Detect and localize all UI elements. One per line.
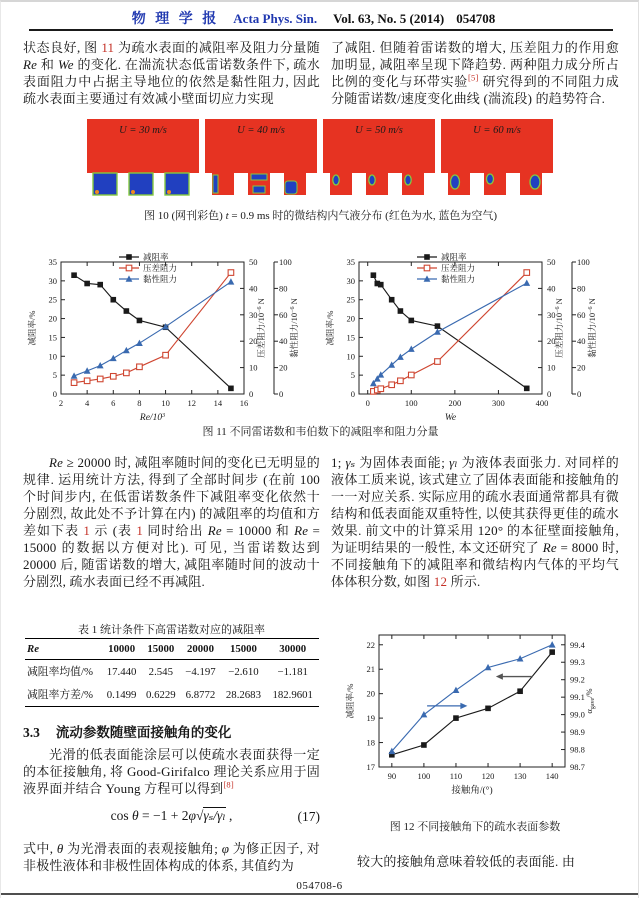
svg-text:10: 10 — [161, 398, 170, 408]
table-cell: 0.1499 — [106, 688, 137, 701]
fig10-panel — [441, 119, 553, 197]
figure11-caption: 图 11 不同雷诺数和韦伯数下的减阻率和阻力分量 — [202, 426, 439, 438]
text-segment: Re — [542, 540, 557, 555]
svg-text:21: 21 — [366, 664, 375, 675]
svg-text:0: 0 — [547, 389, 552, 399]
table-header-cell: Re — [27, 643, 39, 655]
text-segment: Re — [23, 57, 38, 72]
paragraph-left-mid — [23, 454, 320, 590]
table-cell: 182.9601 — [272, 688, 313, 701]
text-segment: 为固体表面能; — [355, 455, 450, 470]
svg-text:18: 18 — [366, 737, 375, 748]
svg-text:12: 12 — [187, 398, 196, 408]
figure11-chart-re — [24, 250, 321, 441]
paragraph-right-bottom — [331, 853, 619, 870]
figure11-chart-we — [322, 250, 619, 441]
svg-text:19: 19 — [366, 713, 375, 724]
text-segment: 1 — [83, 523, 91, 538]
text-segment: 为疏水表面的减阻率及阻力分量随 — [114, 40, 320, 55]
svg-text:17: 17 — [366, 762, 375, 772]
text-segment: γₗ — [449, 455, 458, 470]
svg-text:130: 130 — [513, 771, 527, 781]
text-segment: θ — [132, 808, 139, 823]
svg-text:14: 14 — [213, 398, 223, 408]
text-segment: cos — [110, 808, 133, 823]
svg-text:25: 25 — [48, 294, 57, 305]
svg-text:4: 4 — [85, 398, 90, 408]
text-segment: 的变化. 在湍流状态低雷诺数条件下, 疏水表面阻力中占据主导地位的依然是黏性阻力, 因此疏水表面主要通过有效减小壁面切应力实现 — [23, 57, 320, 106]
fig10-panel — [205, 119, 317, 197]
svg-text:5: 5 — [350, 370, 355, 381]
paragraph-left-top — [23, 39, 320, 107]
svg-text:减阻率/%: 减阻率/% — [325, 310, 335, 346]
text-segment: 研究得到的不同阻力成分随雷诺数/速度变化曲线 (湍流段) 的趋势符合. — [331, 74, 619, 106]
svg-text:40: 40 — [547, 283, 556, 294]
svg-text:35: 35 — [48, 257, 57, 267]
svg-text:2: 2 — [58, 398, 64, 408]
svg-text:20: 20 — [346, 313, 355, 324]
table-cell: 减阻率方差/% — [27, 689, 93, 701]
svg-text:30: 30 — [346, 275, 355, 286]
svg-text:压差阻力: 压差阻力 — [441, 263, 476, 273]
svg-text:10: 10 — [346, 351, 355, 362]
svg-text:U = 30 m/s: U = 30 m/s — [119, 125, 167, 136]
svg-text:100: 100 — [404, 398, 418, 408]
svg-text:100: 100 — [577, 257, 590, 267]
text-segment: 11 — [101, 40, 115, 55]
svg-text:20: 20 — [279, 362, 288, 373]
text-segment: We — [57, 57, 74, 72]
svg-text:压差阻力/10−6 N: 压差阻力$/10^{-6}$ N — [256, 298, 266, 358]
svg-text:20: 20 — [249, 336, 258, 347]
table-cell: 6.8772 — [185, 688, 216, 701]
table-row — [25, 683, 319, 707]
svg-text:99.2: 99.2 — [570, 674, 585, 685]
svg-text:98.9: 98.9 — [570, 727, 585, 738]
text-segment: 所示. — [447, 574, 481, 589]
svg-text:50: 50 — [249, 257, 258, 267]
svg-text:300: 300 — [492, 398, 505, 408]
section-title: 流动参数随壁面接触角的变化 — [55, 725, 232, 740]
table-cell: 减阻率均值/% — [27, 666, 93, 678]
text-segment: Re — [49, 455, 64, 470]
svg-text:Re/103: $Re/10^3$ — [139, 413, 166, 423]
svg-text:0: 0 — [350, 389, 355, 399]
svg-text:60: 60 — [279, 309, 288, 320]
svg-text:黏性阻力: 黏性阻力 — [441, 274, 476, 284]
text-segment: 较大的接触角意味着较低的表面能. 由 — [357, 854, 576, 869]
svg-text:99.4: 99.4 — [570, 639, 585, 650]
table-header-cell: 15000 — [147, 643, 175, 655]
svg-text:10: 10 — [249, 362, 258, 373]
text-segment: 图 10 (网刊彩色) — [143, 210, 226, 222]
svg-text:U = 40 m/s: U = 40 m/s — [237, 125, 285, 136]
scan-bottom-edge — [1, 893, 638, 895]
svg-text:35: 35 — [346, 257, 355, 267]
section-number: 3.3 — [23, 725, 40, 740]
svg-text:30: 30 — [547, 309, 556, 320]
text-segment: [8] — [223, 779, 234, 790]
text-segment: t — [225, 210, 229, 222]
text-segment: γₛ/γₗ — [203, 808, 226, 823]
svg-text:60: 60 — [577, 309, 586, 320]
svg-text:减阻率/%: 减阻率/% — [27, 310, 37, 346]
svg-text:200: 200 — [448, 398, 462, 408]
svg-text:20: 20 — [366, 688, 375, 699]
table-header-cell: 10000 — [108, 643, 136, 655]
figure12-chart — [339, 625, 611, 816]
text-segment: 为液体表面张力. 对同样的液体工质来说, 该式建立了固体表面能和接触角的一一对应关系. 实际应用的疏水表面通常都具有微结构和低表面能双重特性, 以使其获得更佳的疏水效果. 前文中的计算采用 120° 的本征壁面接触角, 为证明结果的一般性, 本文还研究了 — [331, 455, 619, 555]
svg-text:16: 16 — [239, 398, 249, 408]
table1 — [25, 638, 319, 707]
svg-text:22: 22 — [366, 639, 375, 650]
svg-text:黏性阻力: 黏性阻力 — [143, 274, 178, 284]
text-segment: , — [225, 808, 233, 823]
table-cell: −2.610 — [228, 665, 259, 678]
svg-text:40: 40 — [577, 336, 586, 347]
page-footer: 054708-6 — [296, 880, 343, 892]
text-segment: √ — [195, 808, 204, 823]
text-segment: Re — [294, 523, 309, 538]
svg-text:10: 10 — [48, 351, 57, 362]
text-segment: 同时给出 — [143, 523, 208, 538]
text-segment: 状态良好, 图 — [23, 40, 102, 55]
equation-17 — [23, 808, 320, 824]
table-row — [25, 660, 319, 684]
svg-text:80: 80 — [577, 283, 586, 294]
svg-text:15: 15 — [346, 332, 355, 343]
text-segment: φ — [221, 841, 230, 856]
table-cell: 28.2683 — [225, 688, 261, 701]
svg-text:压差阻力/10−6 N: 压差阻力$/10^{-6}$ N — [554, 298, 564, 358]
svg-text:400: 400 — [535, 398, 549, 408]
svg-text:接触角/(°): 接触角/(°) — [451, 786, 493, 796]
svg-text:99.3: 99.3 — [570, 657, 585, 668]
svg-text:黏性阻力/10−6 N: 黏性阻力$/10^{-6}$ N — [587, 298, 597, 358]
svg-text:减阻率: 减阻率 — [143, 252, 169, 262]
svg-text:40: 40 — [249, 283, 258, 294]
svg-text:6: 6 — [111, 398, 116, 408]
article-number: 054708 — [456, 11, 496, 26]
text-segment: θ — [56, 841, 64, 856]
text-segment: 了减阻. 但随着雷诺数的增大, 压差阻力的作用愈加明显, 减阻率呈现下降趋势. 两种阻力成分所占比例的变化与环带实验 — [331, 40, 619, 89]
table-cell: 17.440 — [106, 665, 137, 678]
svg-text:0: 0 — [249, 389, 254, 399]
volume-info: Vol. 63, No. 5 (2014) — [333, 11, 445, 26]
text-segment: 为修正因子, 对非极性液体和非极性固体构成的体系, 其值约为 — [23, 841, 320, 873]
svg-text:30: 30 — [48, 275, 57, 286]
svg-text:U = 50 m/s: U = 50 m/s — [355, 125, 403, 136]
table1-caption: 表 1 统计条件下高雷诺数对应的减阻率 — [78, 624, 265, 636]
table-cell: −4.197 — [185, 665, 216, 678]
header-rule — [29, 29, 613, 31]
svg-text:0: 0 — [365, 398, 370, 408]
svg-text:U = 60 m/s: U = 60 m/s — [473, 125, 521, 136]
journal-name-en: Acta Phys. Sin. — [233, 11, 318, 26]
text-segment: = 10000 和 — [221, 523, 295, 538]
svg-text:黏性阻力/10−6 N: 黏性阻力$/10^{-6}$ N — [289, 298, 299, 358]
fig10-panel — [323, 119, 435, 197]
svg-text:20: 20 — [577, 362, 586, 373]
section-heading-3-3 — [23, 721, 320, 741]
svg-text:20: 20 — [547, 336, 556, 347]
figure10-panels — [87, 119, 553, 197]
svg-text:10: 10 — [547, 362, 556, 373]
svg-text:98.7: 98.7 — [570, 762, 585, 772]
table-cell: 2.545 — [148, 665, 173, 678]
text-segment: [5] — [468, 72, 479, 83]
table-cell: 0.6229 — [145, 688, 176, 701]
text-segment: 12 — [433, 574, 448, 589]
text-segment: 1; — [331, 455, 346, 470]
svg-text:0: 0 — [279, 389, 284, 399]
paragraph-right-mid — [331, 454, 619, 590]
text-segment: 式中, — [23, 841, 57, 856]
svg-text:99.1: 99.1 — [570, 692, 585, 703]
svg-text:15: 15 — [48, 332, 57, 343]
svg-text:120: 120 — [481, 771, 495, 781]
table-header-cell: 15000 — [229, 643, 257, 655]
table-header-cell: 20000 — [186, 643, 214, 655]
journal-header — [1, 8, 638, 28]
svg-text:We: We — [444, 413, 457, 423]
svg-text:140: 140 — [545, 771, 559, 781]
svg-text:80: 80 — [279, 283, 288, 294]
svg-text:100: 100 — [279, 257, 292, 267]
text-segment: 光滑的低表面能涂层可以使疏水表面获得一定的本征接触角, 将 Good-Girifalco 理论关系应用于固液界面并结合 Young 方程可以得到 — [23, 747, 320, 796]
svg-text:99.0: 99.0 — [570, 709, 585, 720]
text-segment: = 8000 时, 不同接触角下的减阻率和微结构内气体的平均气体体积分数, 如图 — [331, 540, 619, 589]
svg-text:压差阻力: 压差阻力 — [143, 263, 178, 273]
svg-text:100: 100 — [417, 771, 431, 781]
svg-text:30: 30 — [249, 309, 258, 320]
table-cell: −1.181 — [277, 665, 308, 678]
svg-text:25: 25 — [346, 294, 355, 305]
svg-text:90: 90 — [387, 771, 397, 781]
figure12-caption: 图 12 不同接触角下的疏水表面参数 — [389, 821, 561, 833]
paragraph-right-top — [331, 39, 619, 107]
svg-text:98.8: 98.8 — [570, 744, 585, 755]
text-segment: 1 — [136, 523, 144, 538]
table-header-cell: 30000 — [279, 643, 307, 655]
text-segment: φ — [188, 808, 196, 823]
text-segment: 为光滑表面的表观接触角; — [63, 841, 222, 856]
paragraph-left-33 — [23, 746, 320, 797]
text-segment: = 0.9 ms 时的微结构内气液分布 (红色为水, 蓝色为空气) — [228, 210, 497, 222]
svg-text:8: 8 — [137, 398, 142, 408]
svg-text:减阻率: 减阻率 — [441, 252, 467, 262]
text-segment: 示 (表 — [90, 523, 137, 538]
svg-text:50: 50 — [547, 257, 556, 267]
text-segment: γₛ — [345, 455, 356, 470]
chart-canvas — [322, 250, 619, 436]
text-segment: ≥ 20000 时, 减阻率随时间的变化已无明显的规律. 运用统计方法, 得到了全部时间步 (在前 100 个时间步内, 在低雷诺数条件下减阻率变化依然十分剧烈, 故此处不予计算在内) 的减阻率的均值和方差如下表 — [23, 455, 320, 538]
svg-text:20: 20 — [48, 313, 57, 324]
fig10-panel — [87, 119, 199, 197]
chart-canvas — [24, 250, 321, 436]
text-segment: = −1 + 2 — [138, 808, 189, 823]
figure10-caption — [1, 207, 639, 223]
equation-number: (17) — [297, 809, 320, 824]
svg-text:0: 0 — [577, 389, 582, 399]
text-segment: Re — [207, 523, 222, 538]
equation-body — [23, 808, 320, 824]
journal-name-cn: 物 理 学 报 — [131, 12, 220, 27]
paragraph-left-after-eq — [23, 840, 320, 874]
svg-text:40: 40 — [279, 336, 288, 347]
chart-canvas — [339, 625, 611, 811]
svg-text:5: 5 — [52, 370, 57, 381]
svg-text:减阻率/%: 减阻率/% — [345, 683, 355, 719]
svg-text:110: 110 — [449, 771, 463, 781]
text-segment: 和 — [37, 57, 58, 72]
svg-text:0: 0 — [52, 389, 57, 399]
text-segment: = 15000 的数据以方便对比). 可见, 当雷诺数达到 20000 后, 随雷诺数的增大, 减阻率随时间的波动十分剧烈, 疏水表面已经不再减阻. — [23, 523, 321, 589]
svg-text:αgave/%: $\alpha_{gave}/\%$ — [584, 688, 596, 714]
